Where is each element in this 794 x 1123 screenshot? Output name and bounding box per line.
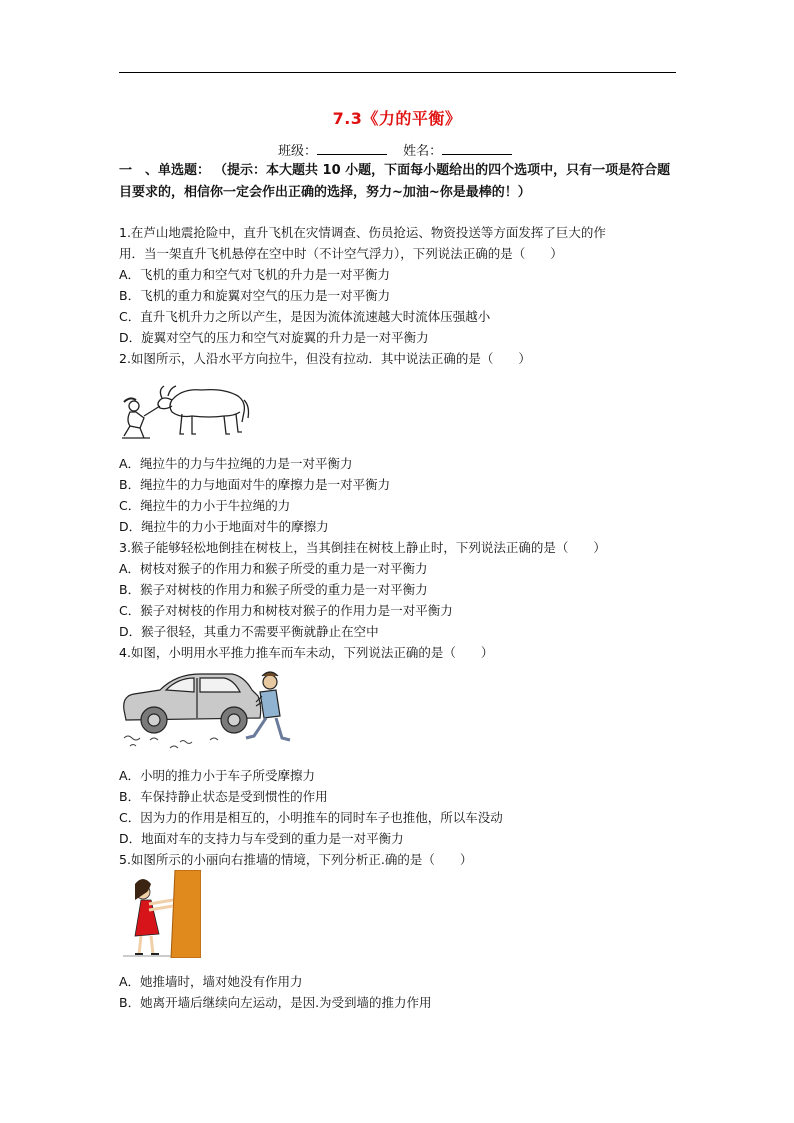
q3-stem: 3.猴子能够轻松地倒挂在树枝上，当其倒挂在树枝上静止时，下列说法正确的是（ ） [119,540,606,555]
section-label: 一 、单选题： [119,163,211,178]
class-blank [317,142,387,155]
q1-stem-line2: 用．当一架直升飞机悬停在空中时（不计空气浮力），下列说法正确的是（ ） [119,246,563,261]
q3-option-d: D．猴子很轻，其重力不需要平衡就静止在空中 [119,624,379,639]
man-pulling-cow-illustration [120,376,252,442]
q2-option-b: B．绳拉牛的力与地面对牛的摩擦力是一对平衡力 [119,477,391,492]
q4-stem: 4.如图，小明用水平推力推车而车未动，下列说法正确的是（ ） [119,645,494,660]
class-label: 班级： [278,144,318,159]
q4-option-b: B．车保持静止状态是受到惯性的作用 [119,789,328,804]
girl-pushing-wall-illustration [119,870,201,958]
q1-option-b: B．飞机的重力和旋翼对空气的压力是一对平衡力 [119,288,391,303]
q5-option-b: B．她离开墙后继续向左运动，是因.为受到墙的推力作用 [119,995,432,1010]
header-rule [119,72,676,73]
q4-option-a: A．小明的推力小于车子所受摩擦力 [119,768,316,783]
q4-option-c: C．因为力的作用是相互的，小明推车的同时车子也推他，所以车没动 [119,810,503,825]
q5-stem: 5.如图所示的小丽向右推墙的情境，下列分析正.确的是（ ） [119,852,473,867]
q2-option-a: A．绳拉牛的力与牛拉绳的力是一对平衡力 [119,456,353,471]
section-heading [119,160,679,204]
q1-option-c: C．直升飞机升力之所以产生，是因为流体流速越大时流体压强越小 [119,309,491,324]
q3-option-a: A．树枝对猴子的作用力和猴子所受的重力是一对平衡力 [119,561,428,576]
q2-stem: 2.如图所示，人沿水平方向拉牛，但没有拉动．其中说法正确的是（ ） [119,351,531,366]
q3-option-b: B．猴子对树枝的作用力和猴子所受的重力是一对平衡力 [119,582,428,597]
q3-option-c: C．猴子对树枝的作用力和树枝对猴子的作用力是一对平衡力 [119,603,453,618]
name-blank [442,142,512,155]
boy-pushing-car-illustration [120,666,292,756]
page-title: 7.3《力的平衡》 [332,109,462,128]
section-instruction: （提示：本大题共 10 小题，下面每小题给出的四个选项中，只有一项是符合题目要求的，相信你一定会作出正确的选择，努力~加油~你是最棒的！） [119,163,671,200]
class-name-line [278,140,524,159]
q2-option-d: D．绳拉牛的力小于地面对牛的摩擦力 [119,519,329,534]
q1-option-a: A．飞机的重力和空气对飞机的升力是一对平衡力 [119,267,391,282]
name-label: 姓名： [403,144,443,159]
q2-option-c: C．绳拉牛的力小于牛拉绳的力 [119,498,291,513]
q1-option-d: D．旋翼对空气的压力和空气对旋翼的升力是一对平衡力 [119,330,429,345]
q1-stem-line1: 1.在芦山地震抢险中，直升飞机在灾情调查、伤员抢运、物资投送等方面发挥了巨大的作 [119,225,606,240]
q4-option-d: D．地面对车的支持力与车受到的重力是一对平衡力 [119,831,404,846]
q5-option-a: A．她推墙时，墙对她没有作用力 [119,974,303,989]
